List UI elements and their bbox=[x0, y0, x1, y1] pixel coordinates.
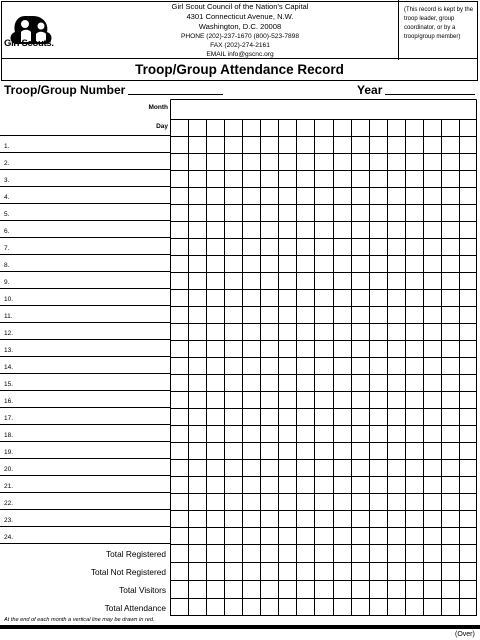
row-number: 18. bbox=[4, 432, 14, 439]
attendance-grid[interactable] bbox=[170, 99, 477, 616]
row-number: 17. bbox=[4, 415, 14, 422]
name-line[interactable] bbox=[0, 152, 170, 153]
row-number: 1. bbox=[4, 143, 10, 150]
logo-wordmark: Girl Scouts. bbox=[4, 38, 54, 49]
attendance-grid-lines bbox=[170, 99, 477, 616]
row-number: 5. bbox=[4, 211, 10, 218]
row-number: 10. bbox=[4, 296, 14, 303]
record-keeper-note: (This record is kept by the troop leader, group coordinator, or by a troop/group member) bbox=[404, 7, 474, 40]
row-number: 21. bbox=[4, 483, 14, 490]
row-number: 12. bbox=[4, 330, 14, 337]
row-number: 22. bbox=[4, 500, 14, 507]
total-label: Total Attendance bbox=[104, 603, 166, 613]
total-label: Total Not Registered bbox=[90, 567, 166, 577]
day-label: Day bbox=[156, 123, 168, 130]
council-city: Washington, D.C. 20008 bbox=[198, 22, 282, 31]
name-line[interactable] bbox=[0, 339, 170, 340]
troop-number-label: Troop/Group Number bbox=[4, 83, 126, 97]
name-line[interactable] bbox=[0, 441, 170, 442]
name-line[interactable] bbox=[0, 424, 170, 425]
name-line[interactable] bbox=[0, 390, 170, 391]
row-number: 11. bbox=[4, 313, 13, 320]
name-line[interactable] bbox=[0, 271, 170, 272]
footnote: At the end of each month a vertical line may be drawn in red. bbox=[4, 617, 155, 623]
troop-number-field[interactable] bbox=[128, 94, 223, 95]
row-number: 2. bbox=[4, 160, 10, 167]
council-name: Girl Scout Council of the Nation's Capital bbox=[171, 2, 309, 11]
row-number: 19. bbox=[4, 449, 14, 456]
name-line[interactable] bbox=[0, 475, 170, 476]
rows-top-line bbox=[0, 135, 170, 136]
council-email: EMAIL info@gscnc.org bbox=[206, 51, 274, 58]
row-number: 13. bbox=[4, 347, 14, 354]
year-label: Year bbox=[357, 83, 383, 97]
name-line[interactable] bbox=[0, 288, 170, 289]
row-number: 8. bbox=[4, 262, 10, 269]
council-phone: PHONE (202)-237-1670 (800)-523-7898 bbox=[180, 33, 300, 40]
name-line[interactable] bbox=[0, 220, 170, 221]
row-number: 15. bbox=[4, 381, 14, 388]
total-label: Total Visitors bbox=[119, 585, 166, 595]
name-line[interactable] bbox=[0, 458, 170, 459]
total-label: Total Registered bbox=[106, 549, 166, 559]
name-line[interactable] bbox=[0, 407, 170, 408]
name-line[interactable] bbox=[0, 322, 170, 323]
council-address bbox=[120, 2, 360, 59]
name-line[interactable] bbox=[0, 186, 170, 187]
year-field[interactable] bbox=[385, 94, 475, 95]
bottom-rule bbox=[0, 625, 480, 629]
name-line[interactable] bbox=[0, 305, 170, 306]
council-street: 4301 Connecticut Avenue, N.W. bbox=[186, 12, 294, 21]
name-line[interactable] bbox=[0, 492, 170, 493]
row-number: 7. bbox=[4, 245, 10, 252]
name-line[interactable] bbox=[0, 356, 170, 357]
girl-scouts-trefoil-logo bbox=[3, 12, 63, 56]
name-line[interactable] bbox=[0, 373, 170, 374]
row-number: 24. bbox=[4, 534, 14, 541]
row-number: 4. bbox=[4, 194, 10, 201]
row-number: 16. bbox=[4, 398, 14, 405]
name-line[interactable] bbox=[0, 526, 170, 527]
over-label: (Over) bbox=[455, 631, 475, 638]
name-line[interactable] bbox=[0, 254, 170, 255]
row-number: 9. bbox=[4, 279, 10, 286]
row-number: 23. bbox=[4, 517, 14, 524]
row-number: 6. bbox=[4, 228, 10, 235]
row-number: 3. bbox=[4, 177, 10, 184]
form-title: Troop/Group Attendance Record bbox=[1, 59, 478, 81]
name-line[interactable] bbox=[0, 543, 170, 544]
name-line[interactable] bbox=[0, 203, 170, 204]
month-label: Month bbox=[148, 104, 168, 111]
council-fax: FAX (202)-274-2161 bbox=[210, 42, 270, 49]
row-number: 20. bbox=[4, 466, 14, 473]
name-line[interactable] bbox=[0, 169, 170, 170]
name-line[interactable] bbox=[0, 509, 170, 510]
name-line[interactable] bbox=[0, 237, 170, 238]
row-number: 14. bbox=[4, 364, 14, 371]
